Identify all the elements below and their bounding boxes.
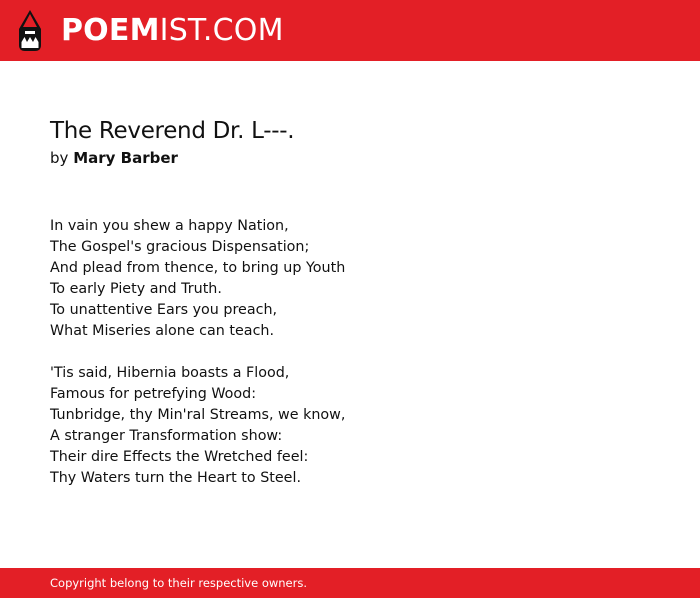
poem-line: What Miseries alone can teach. [50,323,275,339]
stanza [50,363,650,489]
poem-line: To early Piety and Truth. [50,281,222,297]
poem-byline [50,147,650,169]
logo-text-light: IST.COM [159,13,284,48]
poem-line: Famous for petrefying Wood: [50,386,257,402]
poem-line: A stranger Transformation show: [50,428,283,444]
poem-line: Thy Waters turn the Heart to Steel. [50,470,301,486]
site-header [0,0,700,61]
poem-line: 'Tis said, Hibernia boasts a Flood, [50,365,290,381]
poem-line: Their dire Effects the Wretched feel: [50,449,309,465]
poem-title: The Reverend Dr. L---. [50,118,295,144]
poem-line: In vain you shew a happy Nation, [50,218,289,234]
copyright-text: Copyright belong to their respective owners. [50,576,308,590]
stanza [50,216,650,342]
logo-text-bold: POEM [61,13,160,48]
site-footer [0,568,700,598]
poem-line: The Gospel's gracious Dispensation; [50,239,310,255]
poem-line: And plead from thence, to bring up Youth [50,260,346,276]
poem-line: Tunbridge, thy Min'ral Streams, we know, [50,407,346,423]
pencil-icon [16,9,44,53]
poem-body [50,216,650,489]
author-link[interactable]: Mary Barber [73,149,178,167]
poem-line: To unattentive Ears you preach, [50,302,278,318]
site-logo-link[interactable] [16,8,284,54]
by-label: by [50,149,69,167]
logo-wordmark [61,8,284,54]
poem-content [50,116,650,510]
